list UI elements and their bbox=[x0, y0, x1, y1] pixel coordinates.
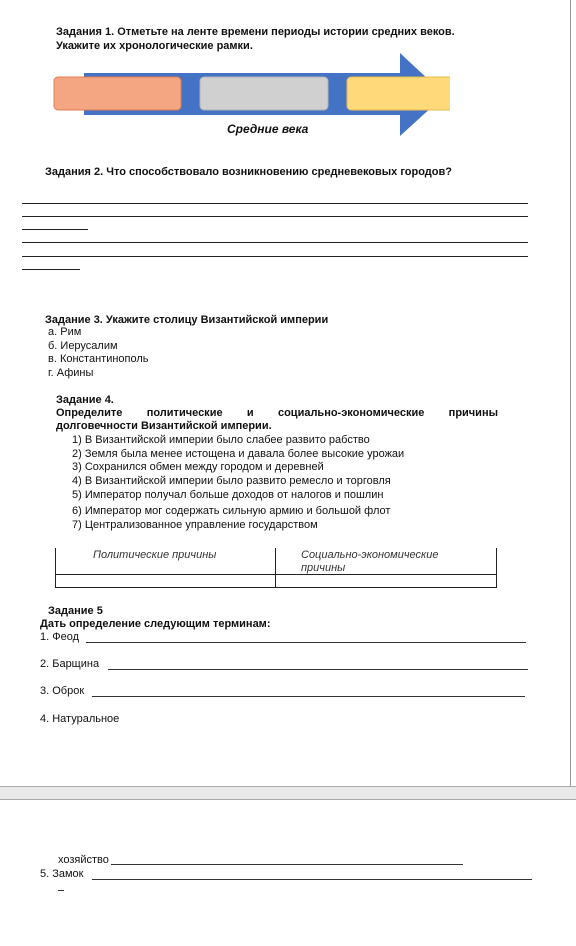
answer-line[interactable] bbox=[22, 269, 80, 270]
task4-item: 2) Земля была менее истощена и давала более высокие урожаи bbox=[72, 448, 405, 460]
period-box-2[interactable] bbox=[200, 77, 328, 110]
answer-line[interactable] bbox=[22, 256, 528, 257]
task4-word: причины bbox=[448, 407, 498, 419]
term-barshchina: 2. Барщина bbox=[40, 658, 100, 670]
definition-line[interactable] bbox=[86, 642, 526, 643]
term-obrok: 3. Оброк bbox=[40, 685, 85, 697]
task4-item: 3) Сохранился обмен между городом и деревней bbox=[72, 461, 324, 473]
task4-item: 5) Император получал больше доходов от налогов и пошлин bbox=[72, 489, 384, 501]
table-cell-socioeconomic[interactable] bbox=[277, 575, 495, 586]
answer-line[interactable] bbox=[22, 203, 528, 204]
task3-title: Задание 3. Укажите столицу Византийской империи bbox=[45, 314, 329, 326]
option-b[interactable]: б. Иерусалим bbox=[48, 340, 118, 352]
term-zamok: 5. Замок bbox=[40, 868, 84, 880]
task1-title-line1: Задания 1. Отметьте на ленте времени периоды истории средних веков. bbox=[56, 26, 455, 38]
task4-word: политические bbox=[146, 407, 223, 419]
table-middle-border bbox=[275, 548, 276, 588]
task4-item: 4) В Византийской империи было развито ремесло и торговля bbox=[72, 475, 391, 487]
period-box-1[interactable] bbox=[54, 77, 181, 110]
table-cell-political[interactable] bbox=[56, 575, 274, 586]
task4-line2: долговечности Византийской империи. bbox=[56, 420, 272, 432]
task4-word: Определите bbox=[56, 407, 123, 419]
timeline-label: Средние века bbox=[227, 122, 309, 136]
task5-heading: Задание 5 bbox=[48, 605, 103, 617]
task5-subheading: Дать определение следующим терминам: bbox=[40, 618, 271, 630]
page-break bbox=[0, 786, 576, 800]
answer-line[interactable] bbox=[22, 229, 88, 230]
task4-line1 bbox=[56, 406, 498, 420]
table-header-socioeconomic-2: причины bbox=[301, 562, 346, 574]
table-right-border bbox=[496, 548, 497, 588]
option-a[interactable]: а. Рим bbox=[48, 326, 82, 338]
period-box-3[interactable] bbox=[347, 77, 450, 110]
definition-line-short[interactable] bbox=[58, 890, 64, 891]
task1-title-line2: Укажите их хронологические рамки. bbox=[56, 40, 253, 52]
causes-table bbox=[55, 548, 497, 588]
table-header-political: Политические причины bbox=[93, 549, 217, 561]
term-naturalnoe: 4. Натуральное bbox=[40, 713, 120, 725]
definition-line[interactable] bbox=[92, 879, 532, 880]
task4-word: социально-экономические bbox=[277, 407, 425, 419]
definition-line[interactable] bbox=[111, 864, 463, 865]
term-continuation: хозяйство bbox=[58, 854, 109, 866]
definition-line[interactable] bbox=[108, 669, 528, 670]
table-header-socioeconomic: Социально-экономические bbox=[301, 549, 439, 561]
option-c[interactable]: в. Константинополь bbox=[48, 353, 149, 365]
term-feod: 1. Феод bbox=[40, 631, 80, 643]
task4-item: 1) В Византийской империи было слабее развито рабство bbox=[72, 434, 370, 446]
answer-line[interactable] bbox=[22, 216, 528, 217]
task2-title: Задания 2. Что способствовало возникновению средневековых городов? bbox=[45, 166, 452, 178]
definition-line[interactable] bbox=[92, 696, 525, 697]
table-bottom-border bbox=[55, 587, 497, 588]
task4-word: и bbox=[246, 407, 254, 419]
task4-heading: Задание 4. bbox=[56, 394, 114, 406]
answer-line[interactable] bbox=[22, 242, 528, 243]
page-edge bbox=[570, 0, 571, 790]
option-d[interactable]: г. Афины bbox=[48, 367, 94, 379]
task4-item: 7) Централизованное управление государством bbox=[72, 519, 318, 531]
task4-item: 6) Император мог содержать сильную армию и большой флот bbox=[72, 505, 391, 517]
